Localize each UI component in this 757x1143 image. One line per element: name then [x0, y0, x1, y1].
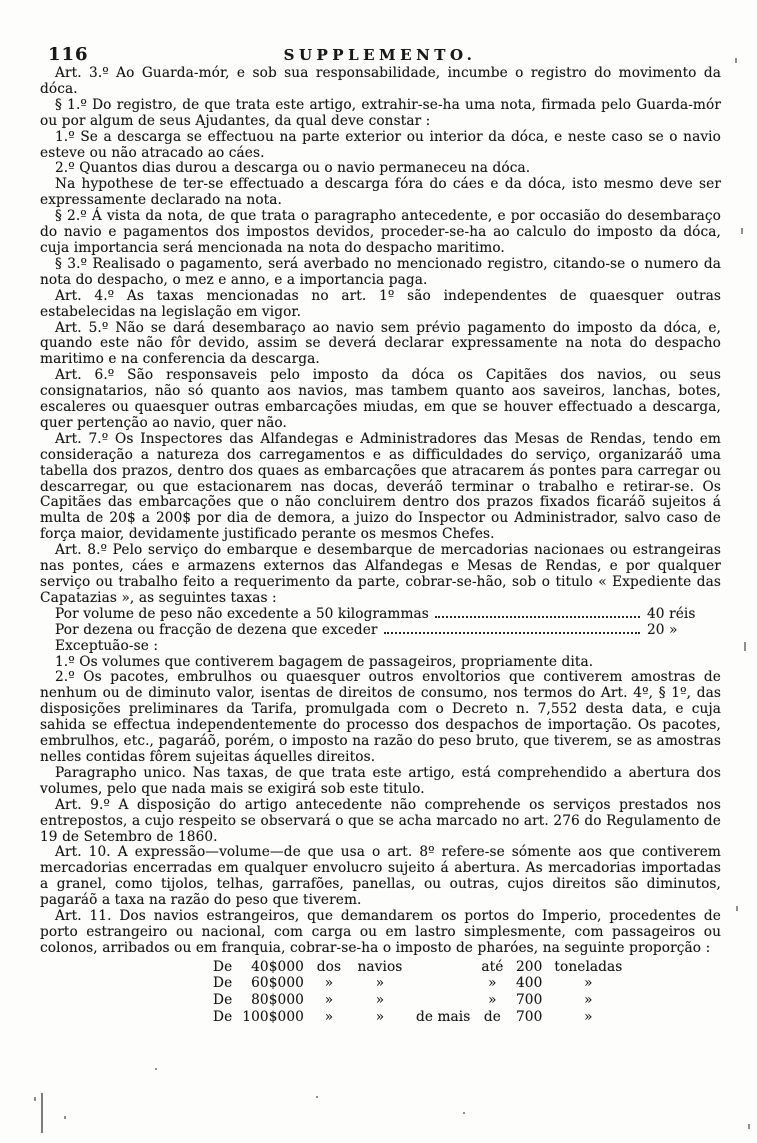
cell-unit: »: [584, 1008, 593, 1025]
fee-value: 40 réis: [647, 605, 696, 622]
pharos-fee-table: [208, 959, 629, 1025]
paragraph: Art. 9.º A disposição do artigo antecedente não comprehende os serviços prestados nos entrepostos, a cujo respeito se observará o que se acha marcado no art. 276 do Regulamento de 19 de Setembro de 1860.: [40, 796, 721, 845]
paragraph: 1.º Se a descarga se effectuou na parte exterior ou interior da dóca, e neste caso se o navio esteve ou não atracado ao cáes.: [40, 128, 721, 161]
cell-amount: 60$000: [251, 975, 304, 992]
scan-artifact: [41, 1093, 43, 1133]
cell-unit: toneladas: [554, 958, 623, 975]
cell-tonnage: 200: [515, 958, 543, 975]
paragraph: Art. 4.º As taxas mencionadas no art. 1º são independentes de quaesquer outras estabelecidas na legislação em vigor.: [40, 287, 721, 320]
document-body: [40, 66, 721, 1025]
fee-label: Por dezena ou fracção de dezena que exceder: [55, 621, 378, 638]
scan-artifact: [34, 1097, 36, 1101]
fee-line: [40, 623, 721, 639]
articles-top-section: [40, 66, 721, 607]
cell-amount: 40$000: [251, 958, 304, 975]
scan-artifact: [735, 58, 737, 63]
table-row: [208, 992, 629, 1009]
paragraph: Na hypothese de ter-se effectuado a descarga fóra do cáes e da dóca, isto mesmo deve ser expressamente declarado na nota.: [40, 176, 721, 209]
paragraph: § 1.º Do registro, de que trata este artigo, extrahir-se-ha uma nota, firmada pelo Guarda-mór ou por algum de seus Ajudantes, da qual deve constar :: [40, 96, 721, 129]
cell-unit: »: [584, 991, 593, 1008]
fee-line: [40, 607, 721, 623]
cell-condition: de: [483, 1008, 501, 1025]
cell-navios: navios: [357, 958, 403, 975]
cell-de: De: [213, 991, 233, 1008]
cell-dos: dos: [316, 958, 342, 975]
pharos-fee-table-body: [208, 959, 629, 1025]
paragraph: Exceptuão-se :: [55, 637, 159, 654]
paragraph: Art. 5.º Não se dará desembaraço ao navio sem prévio pagamento do imposto da dóca, e, quando este não fôr devido, assim se deverá declarar expressamente na nota do despacho maritimo e na conferencia da descarga.: [40, 319, 721, 368]
dotted-leader: [435, 616, 640, 618]
paragraph: 2.º Quantos dias durou a descarga ou o navio permaneceu na dóca.: [55, 160, 531, 177]
scan-artifact: [155, 1068, 157, 1070]
table-row: [208, 959, 629, 976]
cell-amount: 80$000: [251, 991, 304, 1008]
cell-tonnage: 400: [515, 975, 543, 992]
paragraph: Paragrapho unico. Nas taxas, de que trata este artigo, está comprehendido a abertura dos volumes, pelo que nada mais se exigirá sob este titulo.: [40, 764, 721, 797]
paragraph: Art. 10. A expressão—volume—de que usa o art. 8º refere-se sómente aos que contiverem mercadorias encerradas em qualquer envolucro sujeito á abertura. As mercadorias importadas a granel, como tijolos, telhas, garrafões, panellas, ou outras, cujos direitos são diminutos, pagaráõ a taxa na razão do peso que tiverem.: [40, 844, 721, 909]
scan-artifact: [741, 228, 743, 234]
paragraph: § 2.º Á vista da nota, de que trata o paragrapho antecedente, e por occasião do desembaraço do navio e pagamentos dos impostos devidos, proceder-se-ha ao calculo do imposto da dóca, cuja importancia será mencionada na nota do despacho maritimo.: [40, 208, 721, 256]
cell-navios: »: [375, 991, 385, 1008]
cell-unit: »: [584, 975, 593, 992]
scan-artifact: [463, 1112, 465, 1114]
paragraph: Art. 11. Dos navios estrangeiros, que demandarem os portos do Imperio, procedentes de porto estrangeiro ou nacional, com carga ou em lastro simplesmente, com passageiros ou colonos, arribados ou em franquia, cobrar-se-ha o imposto de pharóes, na seguinte proporção :: [40, 908, 721, 956]
cell-dos: »: [324, 991, 334, 1008]
cell-condition: »: [488, 975, 497, 992]
dotted-leader: [384, 632, 640, 634]
table-row: [208, 1009, 629, 1026]
fee-value: 20 »: [647, 621, 678, 638]
cell-navios: »: [375, 1008, 385, 1025]
scan-artifact: [748, 1124, 750, 1129]
scan-artifact: [744, 642, 746, 651]
cell-tonnage: 700: [515, 991, 543, 1008]
table-row: [208, 975, 629, 992]
page-header: [40, 44, 720, 66]
scan-artifact: [736, 906, 738, 911]
fee-lines-section: [40, 607, 721, 639]
cell-navios: »: [375, 975, 385, 992]
cell-tonnage: 700: [515, 1008, 543, 1025]
cell-de: De: [213, 975, 233, 992]
paragraph: 2.º Os pacotes, embrulhos ou quaesquer outros envoltorios que contiverem amostras de nenhum ou de diminuto valor, isentas de direitos de consumo, nos termos do Art. 4º, § 1º, das disposições preliminares da Tarifa, promulgada com o Decreto n. 7,552 desta data, e cuja sahida se effectua independentemente do processo dos despachos de importação. Os pacotes, embrulhos, etc., pagaráõ, porém, o imposto na razão do peso bruto, que tiverem, se as amostras nelles contidas fôrem sujeitas áquelles direitos.: [40, 669, 721, 765]
cell-extra: [411, 992, 475, 1009]
cell-dos: »: [324, 975, 334, 992]
page-number: 116: [48, 44, 89, 65]
fee-label: Por volume de peso não excedente a 50 kilogrammas: [55, 605, 429, 622]
cell-de: De: [213, 958, 233, 975]
cell-dos: »: [324, 1008, 334, 1025]
cell-de: De: [213, 1008, 233, 1025]
cell-condition: até: [481, 958, 504, 975]
cell-condition: »: [488, 991, 497, 1008]
articles-bottom-section: [40, 639, 721, 957]
page-title: SUPPLEMENTO.: [283, 46, 477, 64]
paragraph: Art. 7.º Os Inspectores das Alfandegas e Administradores das Mesas de Rendas, tendo em consideração a natureza dos carregamentos e as difficuldades do serviço, organizaráõ uma tabella dos prazos, dentro dos quaes as embarcações que atracarem ás pontes para carregar ou descarregar, ou que estacionarem nas docas, deveráõ terminar o trabalho e retirar-se. Os Capitães das embarcações que o não concluirem dentro dos prazos fixados ficaráõ sujeitos á multa de 20$ a 200$ por dia de demora, a juizo do Inspector ou Administrador, salvo caso de força maior, devidamente justificado perante os mesmos Chefes.: [40, 430, 721, 543]
paragraph: Art. 3.º Ao Guarda-mór, e sob sua responsabilidade, incumbe o registro do movimento da dóca.: [40, 65, 721, 97]
cell-extra: de mais: [415, 1008, 471, 1025]
scan-artifact: [316, 1096, 318, 1098]
paragraph: § 3.º Realisado o pagamento, será averbado no mencionado registro, citando-se o numero da nota do despacho, o mez e anno, e a importancia paga.: [40, 255, 721, 288]
paragraph: 1.º Os volumes que contiverem bagagem de passageiros, propriamente dita.: [55, 653, 594, 670]
cell-amount: 100$000: [242, 1008, 304, 1025]
paragraph: Art. 6.º São responsaveis pelo imposto da dóca os Capitães dos navios, ou seus consignatarios, não só quanto aos navios, mas tambem quanto aos saveiros, lanchas, botes, escaleres ou quaesquer outras embarcações miudas, em que se houver effectuado a descarga, quer pertenção ao navio, quer não.: [40, 367, 721, 431]
scan-artifact: [64, 1116, 66, 1119]
paragraph: Art. 8.º Pelo serviço do embarque e desembarque de mercadorias nacionaes ou estrangeiras nas pontes, cáes e armazens externos das Alfandegas e Mesas de Rendas, e por qualquer serviço ou trabalho feito a requerimento da parte, cobrar-se-hão, sob o titulo « Expediente das Capatazias », as seguintes taxas :: [40, 542, 721, 606]
cell-extra: [411, 975, 475, 992]
cell-extra: [411, 959, 475, 976]
